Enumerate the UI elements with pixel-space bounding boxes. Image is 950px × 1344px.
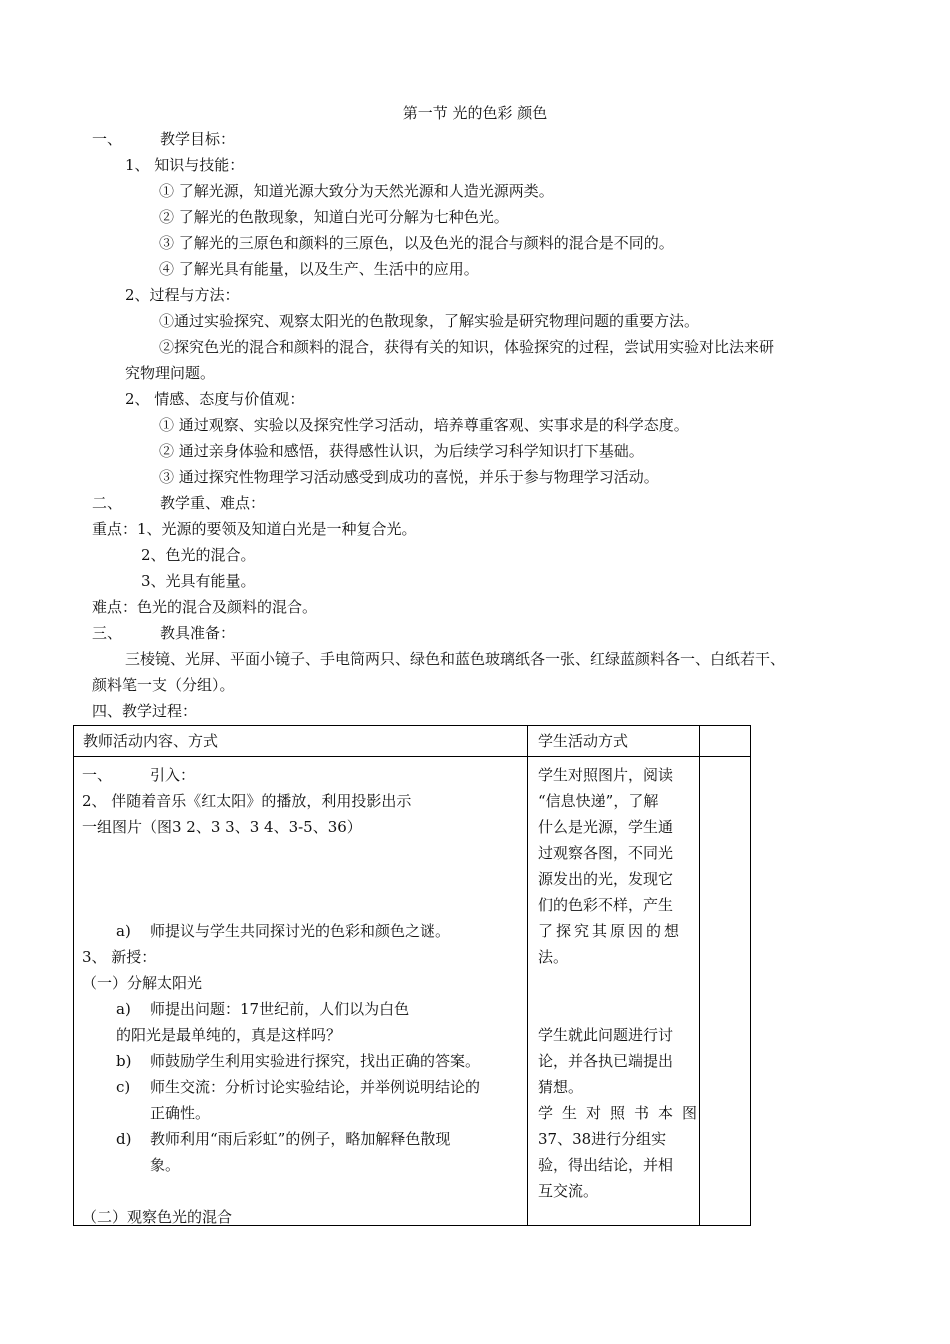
tools-list-line-2: 颜料笔一支（分组）。 [92,676,235,694]
student-text: 源发出的光，发现它 [538,870,674,888]
intro-line-2: 2、 伴随着音乐《红太阳》的播放，利用投影出示 [82,792,412,810]
difficult-point: 难点：色光的混合及颜料的混合。 [92,598,318,616]
part-1-a-text: 师提出问题：17世纪前，人们以为白色 [150,1000,410,1018]
table-header-teacher: 教师活动内容、方式 [74,726,528,757]
student-text: 猜想。 [538,1078,584,1096]
goals-heading: 教学目标： [160,130,236,148]
attitude-item-3: ③ 通过探究性物理学习活动感受到成功的喜悦，并乐于参与物理学习活动。 [159,468,659,486]
tools-heading: 教具准备： [160,624,236,642]
table-header-row [74,726,751,757]
part-1-d-mark: d) [116,1130,132,1148]
goals-heading-num: 一、 [92,130,123,148]
student-text: 互交流。 [538,1182,599,1200]
student-activity-cell [528,757,707,1226]
part-1-c-mark: c) [116,1078,131,1096]
table-row [74,757,751,1226]
tools-list-line-1: 三棱镜、光屏、平面小镜子、手电筒两只、绿色和蓝色玻璃纸各一张、红绿蓝颜料各一、白纸若干、 [125,650,786,668]
part-2-heading: （二）观察色光的混合 [82,1208,233,1226]
knowledge-item-2: ② 了解光的色散现象，知道白光可分解为七种色光。 [159,208,509,226]
student-text: 什么是光源，学生通 [538,818,674,836]
intro-label: 引入： [150,766,196,784]
student-text: 们的色彩不样，产生 [538,896,674,914]
part-1-c-text-cont: 正确性。 [150,1104,211,1122]
part-1-c-text: 师生交流：分析讨论实验结论，并举例说明结论的 [150,1078,481,1096]
intro-a-mark: a) [116,922,131,940]
part-1-a-mark: a) [116,1000,131,1018]
process-method-item-2-cont: 究物理问题。 [125,364,216,382]
focus-heading: 教学重、难点： [160,494,266,512]
part-1-b-mark: b) [116,1052,132,1070]
knowledge-item-3: ③ 了解光的三原色和颜料的三原色，以及色光的混合与颜料的混合是不同的。 [159,234,674,252]
extra-column-cell [700,757,751,1226]
key-point-2: 2、色光的混合。 [141,546,256,564]
teaching-process-heading: 四、教学过程： [92,702,198,720]
table-header-student: 学生活动方式 [528,726,700,757]
part-1-b-text: 师鼓励学生利用实验进行探究，找出正确的答案。 [150,1052,481,1070]
teaching-process-table [73,725,751,1226]
student-text: “信息快递”，了解 [538,792,659,810]
key-point-3: 3、光具有能量。 [141,572,256,590]
student-text: 法。 [538,948,569,966]
attitude-item-1: ① 通过观察、实验以及探究性学习活动，培养尊重客观、实事求是的科学态度。 [159,416,689,434]
knowledge-heading: 1、 知识与技能： [125,156,245,174]
process-method-item-1: ①通过实验探究、观察太阳光的色散现象，了解实验是研究物理问题的重要方法。 [159,312,700,330]
student-text: 学生对照书本图 [538,1104,707,1122]
key-point-1: 重点：1、光源的要领及知道白光是一种复合光。 [92,520,417,538]
table-header-extra [700,726,751,757]
intro-num: 一、 [82,766,113,784]
knowledge-item-1: ① 了解光源，知道光源大致分为天然光源和人造光源两类。 [159,182,554,200]
part-1-heading: （一）分解太阳光 [82,974,203,992]
student-text: 了探究其原因的想 [538,922,683,940]
new-lesson-heading: 3、 新授： [82,948,157,966]
knowledge-item-4: ④ 了解光具有能量，以及生产、生活中的应用。 [159,260,479,278]
part-1-a-text-cont: 的阳光是最单纯的，真是这样吗？ [116,1026,342,1044]
attitude-item-2: ② 通过亲身体验和感悟，获得感性认识，为后续学习科学知识打下基础。 [159,442,644,460]
part-1-d-text-cont: 象。 [150,1156,181,1174]
student-text: 学生就此问题进行讨 [538,1026,674,1044]
process-method-item-2: ②探究色光的混合和颜料的混合，获得有关的知识，体验探究的过程，尝试用实验对比法来研 [159,338,775,356]
focus-heading-num: 二、 [92,494,123,512]
teacher-activity-cell [74,757,528,1226]
student-text: 37、38进行分组实 [538,1130,667,1148]
student-text: 过观察各图，不同光 [538,844,674,862]
student-text: 学生对照图片，阅读 [538,766,674,784]
attitude-heading: 2、 情感、态度与价值观： [125,390,305,408]
process-method-heading: 2、过程与方法： [125,286,240,304]
page-title: 第一节 光的色彩 颜色 [402,104,548,122]
intro-line-3: 一组图片（图3 2、3 3、3 4、3-5、36） [82,818,362,836]
part-1-d-text: 教师利用“雨后彩虹”的例子，略加解释色散现 [150,1130,451,1148]
student-text: 验，得出结论，并相 [538,1156,674,1174]
student-text: 论，并各执已端提出 [538,1052,674,1070]
intro-a-text: 师提议与学生共同探讨光的色彩和颜色之谜。 [150,922,451,940]
tools-heading-num: 三、 [92,624,123,642]
